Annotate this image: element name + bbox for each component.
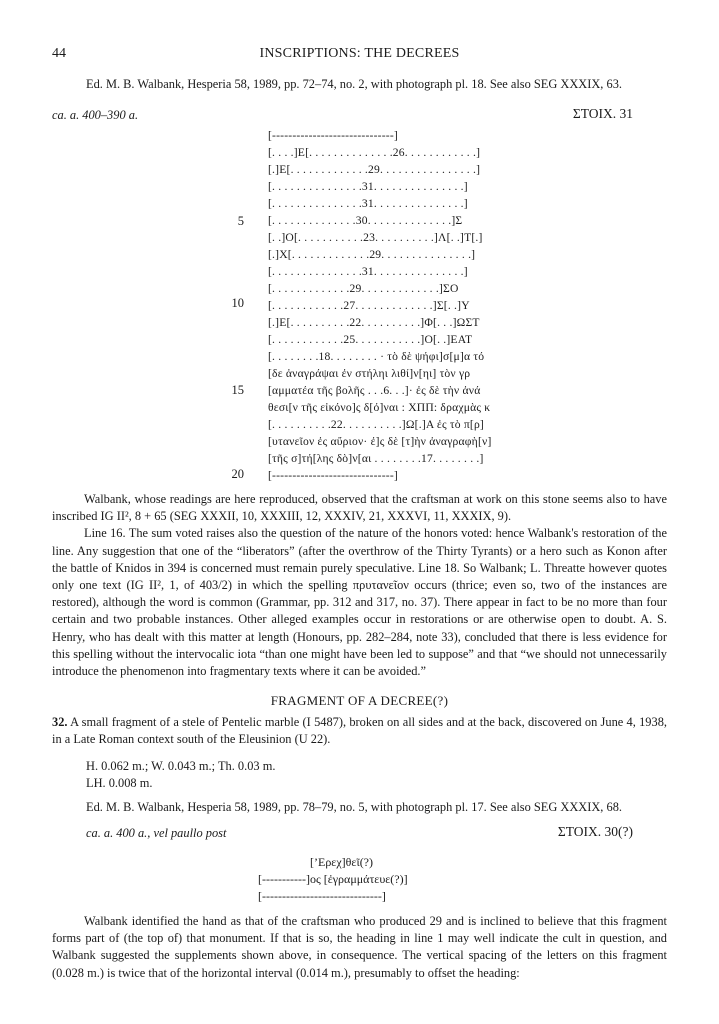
inscription-line: [.]Ε[. . . . . . . . . .22. . . . . . . . . .]Φ[. . .]ΩΣΤ	[268, 316, 480, 329]
line-number: 10	[231, 296, 244, 310]
inscription-line: [. . . . . . . .18. . . . . . . . · τὸ δὲ ψήφι]σ[μ]α τό	[268, 350, 485, 363]
inscription-line: [.]Χ[. . . . . . . . . . . . .29. . . . . . . . . . . . . . .]	[268, 248, 476, 261]
inscription-line: [.]Ε[. . . . . . . . . . . . .29. . . . . . . . . . . . . . . .]	[268, 163, 481, 176]
inscription-line: [. . . . . . . . . .22. . . . . . . . . .]Ω[.]Α ἐς τὸ π[ρ]	[268, 418, 484, 431]
inscription-line: [’Ερεχ]θεῖ(?)	[310, 855, 374, 869]
inscription-line: [. .]Ο[. . . . . . . . . . .23. . . . . . . . . .]Λ[. .]Τ[.]	[268, 231, 483, 244]
inscription-line: [------------------------------]	[258, 889, 386, 903]
commentary-paragraph: Line 16. The sum voted raises also the question of the nature of the honors voted: hence Walbank's restoration of the line. Any suggestion that one of the “liberators” (after the overthrow of the Thirty Tyrants) or a hero such as Konon after the battle of Knidos in 394 is concerned must remain purely speculative. Line 18. So Walbank; L. Threatte however quotes only one text (IG II², 1, of 403/2) in which the spelling πρυτανεῖον occurs (thrice; even so, two of the instances are restored), although the word is common (Grammar, pp. 312 and 317, no. 37). There appear in fact to be no more than four certain and two probable instances. Other alleged examples occur in restorations or are otherwise open to doubt. A. S. Henry, who has dealt with this matter at length (Honours, pp. 282–284, note 33), concluded that there is less evidence for this spelling without the intervocalic iota “than one might have been led to suppose” and that “we should not unnecessarily introduce the phenomenon into fragmentary texts where it can be avoided.”	[52, 526, 667, 679]
date-range: ca. a. 400 a., vel paullo post	[86, 826, 227, 840]
stoichedon-count: ΣΤΟΙΧ. 31	[572, 106, 633, 121]
inscription-line: [. . . . . . . . . . . . . . .31. . . . . . . . . . . . . . .]	[268, 265, 468, 278]
page-number: 44	[52, 46, 66, 61]
commentary	[52, 491, 667, 680]
inscription-line: [. . . . . . . . . . . .25. . . . . . . . . . .]Ο[. .]ΕΑΤ	[268, 333, 473, 346]
inscription-line: [δε ἀναγράψαι ἐν στήληι λιθί]ν[ηι] τὸν γρ	[268, 367, 471, 380]
edition-reference: Ed. M. B. Walbank, Hesperia 58, 1989, pp. 78–79, no. 5, with photograph pl. 17. See also SEG XXXIX, 68.	[86, 800, 622, 814]
inscription-line: [. . . . . . . . . . . .27. . . . . . . . . . . . .]Σ[. .]Υ	[268, 299, 470, 312]
commentary-paragraph: Walbank identified the hand as that of the craftsman who produced 29 and is inclined to believe that this fragment forms part of (the top of) that monument. If that is so, the heading in line 1 may well indicate the cult in question, and Walbank suggested the supplements shown above, in consequence. The vertical spacing of the letters on this fragment (0.028 m.) is twice that of the horizontal interval (0.014 m.), presumably to offset the heading:	[52, 914, 667, 980]
dimensions: H. 0.062 m.; W. 0.043 m.; Th. 0.03 m.	[86, 759, 276, 773]
inscription-line: [------------------------------]	[268, 129, 398, 142]
inscription-line: [------------------------------]	[268, 469, 398, 482]
running-title: INSCRIPTIONS: THE DECREES	[259, 46, 460, 61]
description-text: A small fragment of a stele of Pentelic marble (I 5487), broken on all sides and at the back, discovered on June 4, 1938, in a Late Roman context south of the Eleusinion (U 22).	[52, 715, 667, 747]
line-number: 20	[231, 467, 244, 481]
inscription-line: [αμματέα τῆς βολῆς . . .6. . .]· ἐς δὲ τὴν ἀνά	[268, 384, 481, 397]
letter-height: LH. 0.008 m.	[86, 776, 153, 790]
line-number: 15	[231, 383, 244, 397]
fragment-commentary	[52, 913, 667, 982]
inscription-line: [. . . . . . . . . . . . . . .31. . . . . . . . . . . . . . .]	[268, 180, 468, 193]
entry-number: 32.	[52, 715, 68, 729]
date-range: ca. a. 400–390 a.	[52, 108, 139, 122]
inscription-line: θεσι[ν τῆς εἰκόνο]ς δ[ό]ναι : ΧΠΠ: δραχμὰς κ	[268, 401, 491, 414]
commentary-paragraph: Walbank, whose readings are here reproduced, observed that the craftsman at work on this stone seems also to have inscribed IG II², 8 + 65 (SEG XXXII, 10, XXXIII, 12, XXXIV, 21, XXXVI, 11, XXXIX, 9).	[52, 492, 667, 524]
inscription-line: [υτανεῖον ἐς αὔριον· ἐ]ς δὲ [τ]ὴν ἀναγραφὴ[ν]	[268, 435, 492, 448]
stoichedon-count: ΣΤΟΙΧ. 30(?)	[557, 824, 633, 839]
section-title: FRAGMENT OF A DECREE(?)	[270, 693, 449, 708]
fragment-description	[52, 714, 667, 748]
line-number: 5	[237, 214, 244, 228]
inscription-line: [. . . .]Ε[. . . . . . . . . . . . . .26. . . . . . . . . . . .]	[268, 146, 481, 159]
inscription-line: [τῆς σ]τή[λης δὸ]ν[αι . . . . . . . .17. . . . . . . .]	[268, 452, 484, 465]
inscription-line: [. . . . . . . . . . . . .29. . . . . . . . . . . . .]ΣΟ	[268, 282, 459, 295]
inscription-line: [-----------]ος [ἐγραμμάτευε(?)]	[258, 872, 408, 886]
edition-reference: Ed. M. B. Walbank, Hesperia 58, 1989, pp. 72–74, no. 2, with photograph pl. 18. See also SEG XXXIX, 63.	[86, 77, 622, 91]
inscription-line: [. . . . . . . . . . . . . . .31. . . . . . . . . . . . . . .]	[268, 197, 468, 210]
inscription-line: [. . . . . . . . . . . . . .30. . . . . . . . . . . . . .]Σ	[268, 214, 463, 227]
